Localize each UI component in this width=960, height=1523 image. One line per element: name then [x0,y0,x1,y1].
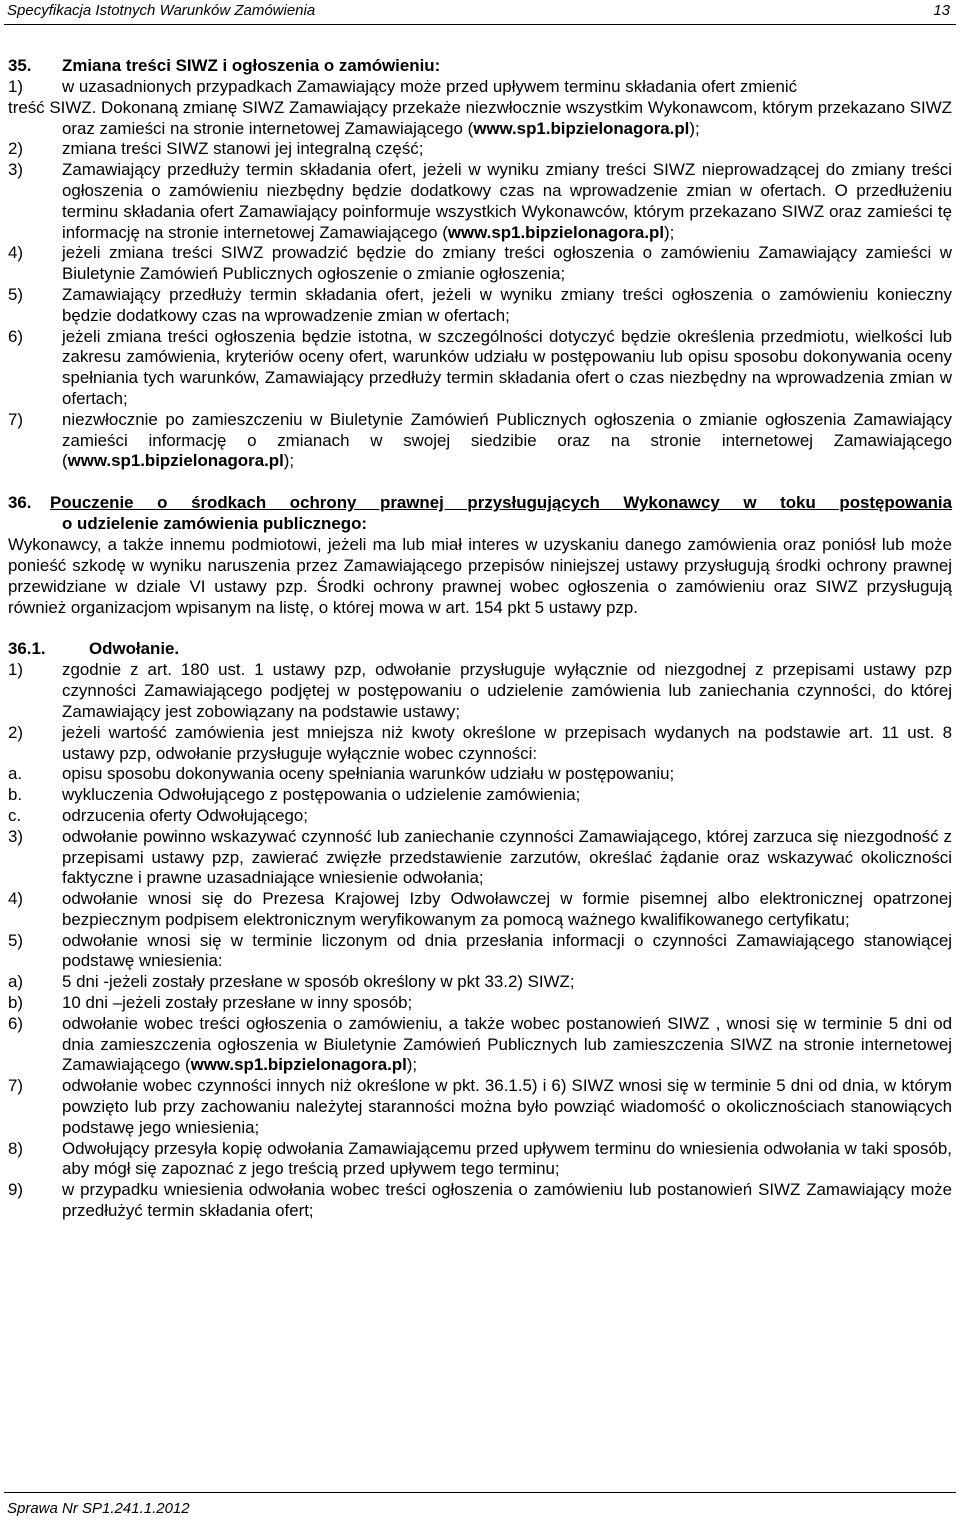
item-marker: 2) [8,139,24,159]
list-item-continuation: treść SIWZ. Dokonaną zmianę SIWZ Zamawiający przekaże niezwłocznie wszystkim Wykonawcom, którym przekazano SIWZ oraz zamieści na stronie internetowej Zamawiającego (www.sp1.bipzielonagora.pl); [8,97,952,138]
item-marker: a. [8,764,23,784]
section-35-heading [0,56,960,77]
list-item [0,723,960,765]
item-marker: 5) [8,930,24,950]
list-item [0,972,960,993]
item-text: w przypadku wniesienia odwołania wobec treści ogłoszenia o zamówieniu lub postanowień SIWZ Zamawiający może przedłużyć termin składania ofert; [62,1180,952,1221]
list-item [0,1076,960,1138]
website-link[interactable]: www.sp1.bipzielonagora.pl [447,222,665,242]
section-number: 36. [8,493,32,513]
list-item: 6) odwołanie wobec treści ogłoszenia o zamówieniu, a także wobec postanowień SIWZ , wnosi się w terminie 5 dni od dnia zamieszczenia ogłoszenia w Biuletynie Zamówień Publicznych lub zamieszczenia SIWZ na stronie internetowej Zamawiającego (www.sp1.bipzielonagora.pl); [8,1013,952,1075]
item-marker: 5) [8,284,24,304]
item-marker: 1) [8,660,24,680]
header-divider [4,24,956,25]
item-text: zmiana treści SIWZ stanowi jej integralną część; [62,139,424,159]
item-text: jeżeli zmiana treści SIWZ prowadzić będzie do zmiany treści ogłoszenia o zamówieniu Zamawiający zamieści w Biuletynie Zamówień Publicznych ogłoszenie o zmianie ogłoszenia; [62,243,952,284]
list-item [0,660,960,722]
section-36-1-heading [0,639,960,660]
item-text: odwołanie wnosi się do Prezesa Krajowej Izby Odwoławczej w formie pisemnej albo elektronicznej opatrzonej bezpiecznym podpisem elektronicznym weryfikowanym za pomocą ważnego kwalifikowanego certyfikatu; [62,889,952,929]
list-item: 7) niezwłocznie po zamieszczeniu w Biuletynie Zamówień Publicznych ogłoszenia o zmianie ogłoszenia Zamawiający zamieści informację o zmianach w swojej siedzibie oraz na stronie internetowej Zamawiającego (www.sp1.bipzielonagora.pl); [8,409,952,471]
list-item [0,285,960,327]
item-text: odwołanie wnosi się w terminie liczonym od dnia przesłania informacji o czynności Zamawiającego stanowiącej podstawę wniesienia: [62,930,952,971]
item-marker: 7) [8,1076,24,1096]
item-text: Zamawiający przedłuży termin składania ofert, jeżeli w wyniku zmiany treści ogłoszenia o zamówieniu konieczny będzie dodatkowy czas na wprowadzenie zmian w ofertach; [62,284,952,325]
item-text: 5 dni -jeżeli zostały przesłane w sposób określony w pkt 33.2) SIWZ; [62,972,575,992]
item-text: odrzucenia oferty Odwołującego; [62,805,308,825]
item-text: odwołanie wobec czynności innych niż określone w pkt. 36.1.5) i 6) SIWZ wnosi się w terminie 5 dni od dnia, w którym powzięto lub przy zachowaniu należytej staranności można było powziąć wiadomość o okolicznościach stanowiących podstawę jego wniesienia; [62,1076,952,1137]
item-text: Odwołujący przesyła kopię odwołania Zamawiającemu przed upływem terminu do wniesienia odwołania w taki sposób, aby mógł się zapoznać z jego treścią przed upływem tego terminu; [62,1138,952,1179]
item-marker: 8) [8,1138,24,1158]
list-item [0,139,960,160]
section-title: Zmiana treści SIWZ i ogłoszenia o zamówieniu: [62,56,441,75]
item-text: jeżeli wartość zamówienia jest mniejsza niż kwoty określone w przepisach wydanych na podstawie art. 11 ust. 8 ustawy pzp, odwołanie przysługuje wyłącznie wobec czynności: [62,722,952,763]
appeal-list-continued [0,1076,960,1222]
item-text: odwołanie powinno wskazywać czynność lub zaniechanie czynności Zamawiającego, której zarzuca się niezgodność z przepisami ustawy pzp, zawierać zwięzłe przedstawienie zarzutów, określać żądanie oraz wskazywać okoliczności faktyczne i prawne uzasadniające wniesienie odwołania; [62,826,952,888]
website-link[interactable]: www.sp1.bipzielonagora.pl [67,451,284,471]
item-marker: 3) [8,160,24,180]
section-title-continuation: o udzielenie zamówienia publicznego: [62,514,368,534]
item-text: jeżeli zmiana treści ogłoszenia będzie istotna, w szczególności dotyczyć będzie określenia przedmiotu, wielkości lub zakresu zamówienia, kryteriów oceny ofert, warunków udziału w postępowaniu lub opisu sposobu dokonywania oceny spełniania tych warunków, Zamawiający przedłuży termin składania ofert o czas niezbędny na wprowadzenia zmian w ofertach; [62,326,952,408]
section-title: Pouczenie o środkach ochrony prawnej przysługujących Wykonawcy w toku postępowania [50,493,952,513]
item-marker: 7) [8,409,24,429]
list-item [0,889,960,931]
document-body [0,56,960,1222]
item-text: odwołanie wobec treści ogłoszenia o zamówieniu, a także wobec postanowień SIWZ , wnosi się w terminie 5 dni od dnia zamieszczenia ogłoszenia w Biuletynie Zamówień Publicznych lub zamieszczenia SIWZ na stronie internetowej Zamawiającego ( [62,1013,952,1075]
paragraph: Wykonawcy, a także innemu podmiotowi, jeżeli ma lub miał interes w uzyskaniu danego zamówienia oraz poniósł lub może ponieść szkodę w wyniku naruszenia przez Zamawiającego przepisów niniejszej ustawy przysługują środki ochrony prawnej przewidziane w dziale VI ustawy pzp. Środki ochrony prawnej wobec ogłoszenia o zamówieniu oraz SIWZ przysługują również organizacjom wpisanym na listę, o której mowa w art. 154 pkt 5 ustawy pzp. [8,535,952,617]
item-marker: c. [8,805,22,825]
item-marker: 6) [8,326,24,346]
item-marker: a) [8,972,24,992]
list-item [0,785,960,806]
item-marker: 1) [8,77,24,96]
website-link[interactable]: www.sp1.bipzielonagora.pl [190,1055,407,1075]
list-item [0,77,960,98]
item-text: zgodnie z art. 180 ust. 1 ustawy pzp, odwołanie przysługuje wyłącznie od niezgodnej z przepisami ustawy pzp czynności Zamawiającego podjętej w postępowaniu o udzielenie zamówienia lub zaniechania czynności, do której Zamawiający jest zobowiązany na podstawie ustawy; [62,660,952,721]
list-item [0,1139,960,1181]
list-item [0,993,960,1014]
section-number: 35. [8,56,32,75]
item-text: w uzasadnionych przypadkach Zamawiający może przed upływem terminu składania ofert zmienić [62,77,798,96]
item-marker: b) [8,993,24,1013]
page-number: 13 [933,2,950,19]
website-link[interactable]: www.sp1.bipzielonagora.pl [473,118,690,138]
list-item: 3) Zamawiający przedłuży termin składania ofert, jeżeli w wyniku zmiany treści SIWZ nieprowadzącej do zmiany treści ogłoszenia o zamówieniu niezbędny będzie dodatkowy czas na wprowadzenie zmian w ofertach. O przedłużeniu terminu składania ofert Zamawiający poinformuje wszystkich Wykonawców, którym przekazano SIWZ oraz zamieści tę informację na stronie internetowej Zamawiającego (www.sp1.bipzielonagora.pl); [8,160,952,242]
section-36-heading [0,493,960,514]
item-marker: b. [8,785,23,805]
item-marker: 4) [8,243,24,263]
item-text: opisu sposobu dokonywania oceny spełniania warunków udziału w postępowaniu; [62,764,675,784]
list-item [0,764,960,785]
appeal-list [0,660,960,1014]
list-item [0,806,960,827]
section-number: 36.1. [8,639,46,659]
item-marker: 6) [8,1013,24,1033]
list-item [0,827,960,889]
list-item [0,327,960,410]
item-text: wykluczenia Odwołującego z postępowania o udzielenie zamówienia; [62,785,581,805]
item-marker: 9) [8,1180,24,1200]
list-item [0,931,960,973]
item-text: treść SIWZ. Dokonaną zmianę SIWZ Zamawiający przekaże niezwłocznie wszystkim Wykonawcom, którym przekazano SIWZ oraz zamieści na stronie internetowej Zamawiającego ( [8,97,952,138]
document-title: Specyfikacja Istotnych Warunków Zamówienia [7,2,316,19]
item-text: niezwłocznie po zamieszczeniu w Biuletynie Zamówień Publicznych ogłoszenia o zmianie ogłoszenia Zamawiający zamieści informację o zmianach w swojej siedzibie oraz na stronie internetowej Zamawiającego ( [62,409,952,471]
case-number: Sprawa Nr SP1.241.1.2012 [7,1500,190,1517]
footer-divider [4,1492,956,1493]
list-item [0,243,960,285]
item-marker: 4) [8,889,24,909]
page-header [0,0,960,22]
item-text: Zamawiający przedłuży termin składania ofert, jeżeli w wyniku zmiany treści SIWZ nieprowadzącej do zmiany treści ogłoszenia o zamówieniu niezbędny będzie dodatkowy czas na wprowadzenie zmian w ofertach. O przedłużeniu terminu składania ofert Zamawiający poinformuje wszystkich Wykonawców, którym przekazano SIWZ oraz zamieści tę informację na stronie internetowej Zamawiającego ( [62,160,952,242]
item-text: 10 dni –jeżeli zostały przesłane w inny sposób; [62,993,413,1013]
section-title: Odwołanie. [89,639,180,659]
item-marker: 3) [8,826,24,846]
list-item [0,1180,960,1222]
item-marker: 2) [8,722,24,742]
